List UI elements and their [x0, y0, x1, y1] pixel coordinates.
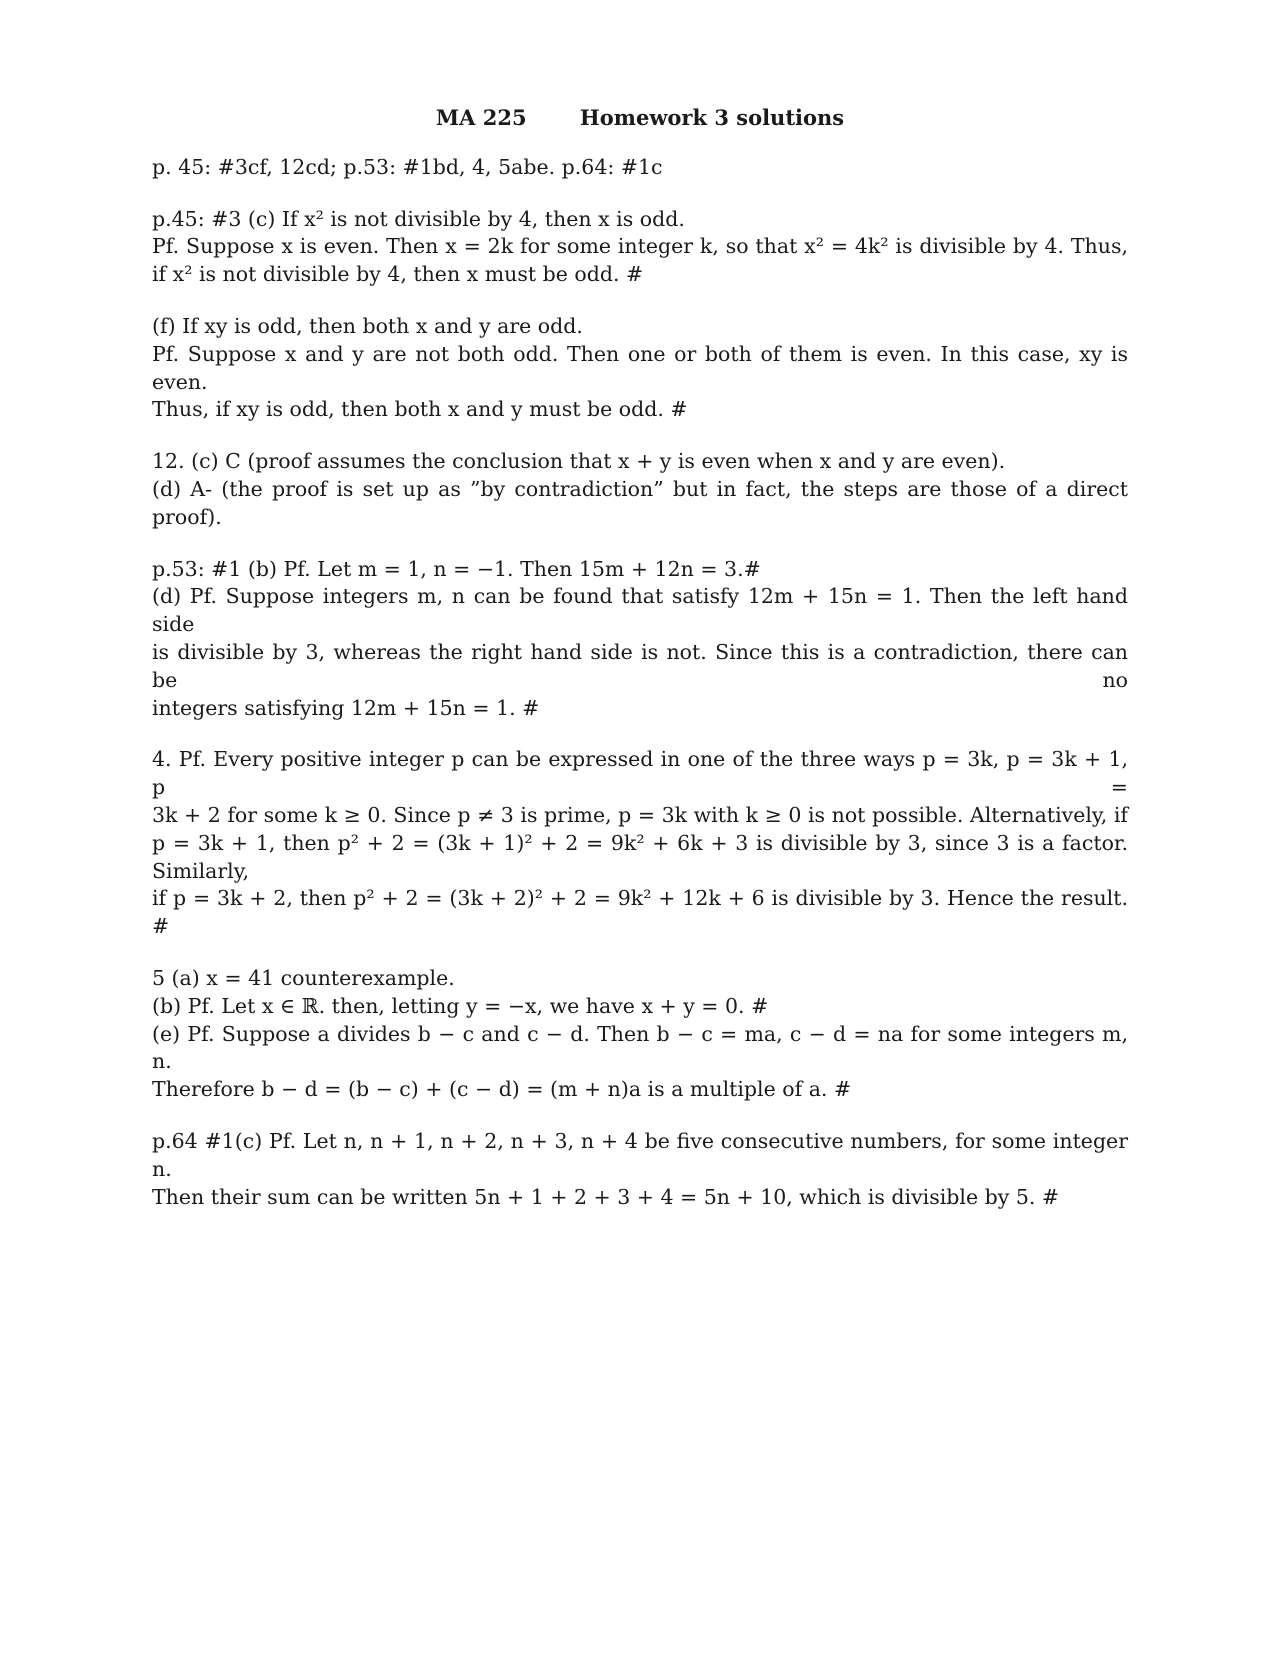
problem-line: 12. (c) C (proof assumes the conclusion that x + y is even when x and y are even). [152, 449, 1006, 474]
problem-line: (d) A- (the proof is set up as ”by contradiction” but in fact, the steps are those of a direct proof). [152, 476, 1128, 529]
problem-line: (e) Pf. Suppose a divides b − c and c − d. Then b − c = ma, c − d = na for some integers m, n. [152, 1021, 1128, 1074]
problem-line: p.53: #1 (b) Pf. Let m = 1, n = −1. Then 15m + 12n = 3.# [152, 556, 761, 581]
problem-line: Thus, if xy is odd, then both x and y must be odd. # [152, 397, 688, 422]
page-title [152, 104, 1128, 132]
problem-5 [152, 965, 1128, 1104]
problem-4 [152, 746, 1128, 941]
problem-3f [152, 313, 1128, 424]
problem-line: 5 (a) x = 41 counterexample. [152, 965, 455, 990]
problem-line: (f) If xy is odd, then both x and y are odd. [152, 313, 583, 338]
course-code: MA 225 [435, 105, 527, 130]
problem-line: p.45: #3 (c) If x² is not divisible by 4, then x is odd. [152, 206, 685, 231]
problem-line: p = 3k + 1, then p² + 2 = (3k + 1)² + 2 = 9k² + 6k + 3 is divisible by 3, since 3 is a factor. Similarly, [152, 830, 1128, 883]
problem-p64-1c [152, 1128, 1128, 1211]
problem-line: is divisible by 3, whereas the right hand side is not. Since this is a contradiction, there can be no [152, 639, 1128, 692]
problem-line: Therefore b − d = (b − c) + (c − d) = (m + n)a is a multiple of a. # [152, 1077, 852, 1102]
problem-12 [152, 448, 1128, 531]
problem-line: 3k + 2 for some k ≥ 0. Since p ≠ 3 is prime, p = 3k with k ≥ 0 is not possible. Alternatively, if [152, 802, 1128, 827]
document-title: Homework 3 solutions [579, 105, 845, 130]
problem-line: if p = 3k + 2, then p² + 2 = (3k + 2)² + 2 = 9k² + 12k + 6 is divisible by 3. Hence the result. # [152, 886, 1128, 939]
assigned-problems [152, 154, 1128, 182]
problem-line: integers satisfying 12m + 15n = 1. # [152, 695, 540, 720]
problem-line: Then their sum can be written 5n + 1 + 2 + 3 + 4 = 5n + 10, which is divisible by 5. # [152, 1184, 1060, 1209]
problem-line: (d) Pf. Suppose integers m, n can be found that satisfy 12m + 15n = 1. Then the left hand side [152, 584, 1128, 637]
problem-line: Pf. Suppose x and y are not both odd. Then one or both of them is even. In this case, xy is even. [152, 341, 1128, 394]
problem-line: p.64 #1(c) Pf. Let n, n + 1, n + 2, n + 3, n + 4 be five consecutive numbers, for some integer n. [152, 1128, 1128, 1181]
problem-line: 4. Pf. Every positive integer p can be expressed in one of the three ways p = 3k, p = 3k + 1, p = [152, 747, 1128, 800]
problem-line: (b) Pf. Let x ∈ ℝ. then, letting y = −x, we have x + y = 0. # [152, 993, 769, 1018]
assigned-list: p. 45: #3cf, 12cd; p.53: #1bd, 4, 5abe. p.64: #1c [152, 154, 663, 179]
problem-line: if x² is not divisible by 4, then x must be odd. # [152, 262, 644, 287]
problem-3c [152, 206, 1128, 289]
problem-line: Pf. Suppose x is even. Then x = 2k for some integer k, so that x² = 4k² is divisible by 4. Thus, [152, 234, 1128, 259]
document-page [152, 104, 1128, 1235]
problem-p53-1 [152, 556, 1128, 723]
